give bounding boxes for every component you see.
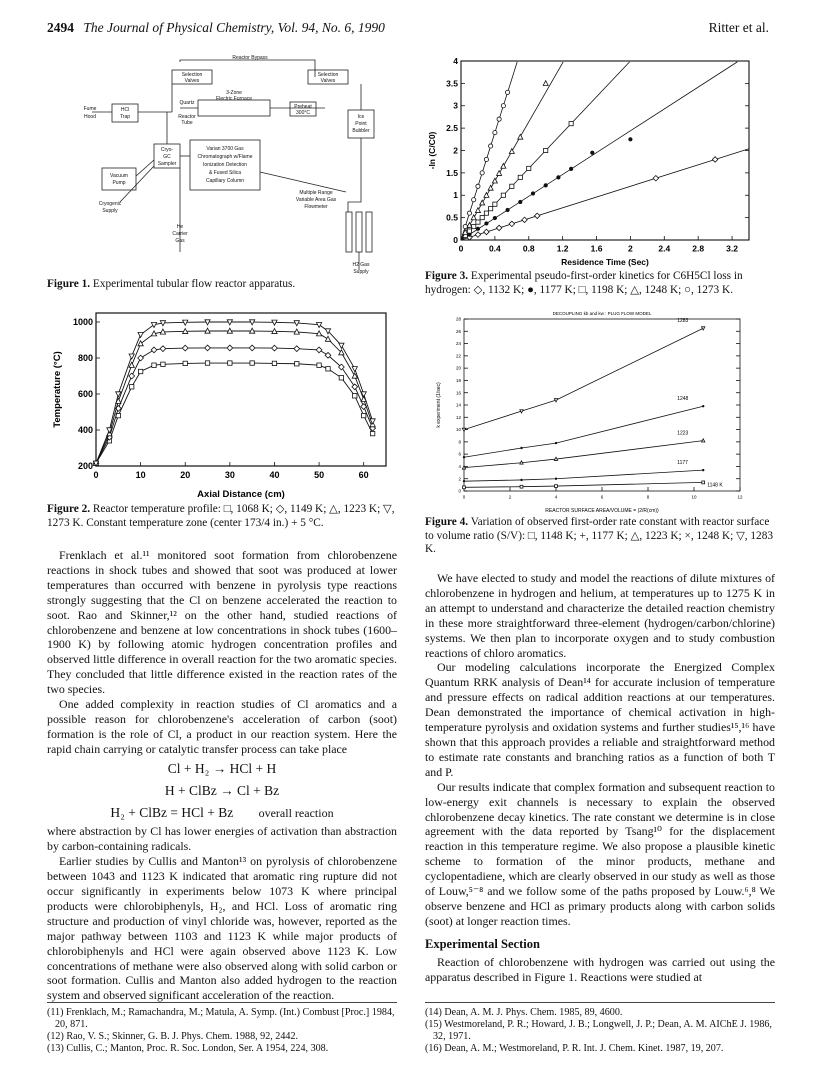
fig2-ytick-label: 600 xyxy=(77,389,93,400)
fig3-ytick-label: 0 xyxy=(453,234,458,245)
label-quartz-3: Tube xyxy=(181,120,193,126)
fig2-xtick-label: 20 xyxy=(180,470,191,480)
fig2-xtick-label: 10 xyxy=(135,470,146,480)
fig3-point-1132-k xyxy=(475,232,480,237)
fig4-point-1148-k xyxy=(555,485,558,488)
label-quartz-1: Quartz xyxy=(179,100,195,106)
fig3-point-1248-k xyxy=(471,215,476,220)
fig3-point-1177-k xyxy=(518,200,522,204)
fig3-point-1132-k xyxy=(535,213,540,218)
fig2-point-1273-k xyxy=(138,332,143,337)
label-furnace-2: Electric Furnace xyxy=(215,96,253,102)
fig2-ylabel: Temperature (°C) xyxy=(52,351,63,428)
fig2-ytick-label: 800 xyxy=(77,353,93,364)
fig4-ytick-label: 0 xyxy=(458,488,461,494)
fig3-xtick-label: 2.4 xyxy=(658,243,671,254)
fig4-ytick-label: 22 xyxy=(455,353,461,359)
label-fume-2: Hood xyxy=(84,114,96,120)
left-paragraph-4: Earlier studies by Cullis and Manton¹³ on pyrolysis of chlorobenzene between 1043 and 1123 K indicated that aromatic ring rupture did not occur significantly in experiments below 1073 K where principal products were chlorobiphenyls, H₂, and HCl. Loss of aromatic ring structure and production of vinyl chloride was, however, reported as the major pathway between 1103 and 1123 K while major products of chlorobiphenyls and HCl were again observed above 1123 K. Low concentrations of methane were also observed along with solid carbon or soot formation. Cullis and Manton also added hydrogen to the reaction system and observed significant acceleration of the reaction. xyxy=(47,854,397,1003)
fig4-point-1283 xyxy=(554,399,557,402)
fig2-point-1068-k xyxy=(205,361,209,365)
fig2-point-1273-k xyxy=(339,343,344,348)
left-paragraph-2: One added complexity in reaction studies of Cl aromatics and a possible reason for chlorobenzene's acceleration of carbon (soot) formation is the role of Cl, a product in our reaction system. Here the rapid chain carrying or catalytic transfer process can take place xyxy=(47,697,397,756)
label-varian-3: Ionization Detection xyxy=(203,162,247,168)
fig2-series-line-1149-k xyxy=(96,348,373,463)
label-furnace-1: 3-Zone xyxy=(226,90,242,96)
fig3-ytick-label: 2 xyxy=(453,145,458,156)
equation-1: Cl + H₂ → HCl + H xyxy=(167,760,277,776)
fig2-xtick-label: 50 xyxy=(314,470,325,480)
fig3-point-1248-k xyxy=(488,185,493,190)
fig3-point-1198-k xyxy=(484,211,488,215)
fig2-point-1149-k xyxy=(294,346,300,352)
fig2-point-1223-k xyxy=(129,362,134,367)
fig3-point-1248-k xyxy=(475,208,480,213)
fig2-point-1149-k xyxy=(182,345,188,351)
label-selection-valves-r2: Valves xyxy=(320,78,336,84)
fig4-xlabel: REACTOR SURFACE AREA/VOLUME = (2/R(cm)) xyxy=(545,508,659,514)
fig4-ytick-label: 28 xyxy=(455,316,461,322)
fig3-point-1132-k xyxy=(509,221,514,226)
fig2-ytick-label: 200 xyxy=(77,461,93,472)
figure4-caption-text: Variation of observed first-order rate constant with reactor surface to volume ratio (S/V): □, 1148 K; +, 1177 K; △, 1223 K; ×, 1248 K; ▽, 1283 K. xyxy=(425,516,774,556)
fig2-point-1273-k xyxy=(151,323,156,328)
figure1-caption-label: Figure 1. xyxy=(47,278,91,290)
fig4-ytick-label: 18 xyxy=(455,378,461,384)
footnote-16: (16) Dean, A. M.; Westmoreland, P. R. Int. J. Chem. Kinet. 1987, 19, 207. xyxy=(425,1043,724,1055)
label-varian-4: & Fused Silica xyxy=(209,170,241,176)
fig4-ytick-label: 20 xyxy=(455,365,461,371)
label-flow-1: Multiple Range xyxy=(299,190,333,196)
fig3-point-1177-k xyxy=(476,227,480,231)
footnote-11: (11) Frenklach, M.; Ramachandra, M.; Matula, A. Symp. (Int.) Combust [Proc.] 1984, 20, 871. xyxy=(47,1007,395,1031)
fig4-point-1283 xyxy=(702,327,705,330)
label-h2-2: Supply xyxy=(353,269,369,275)
fig4-title: DECOUPLING kb and kw : PLUG FLOW MODEL xyxy=(552,311,652,316)
fig3-point-1177-k xyxy=(493,216,497,220)
figure1-apparatus-diagram xyxy=(80,52,385,277)
fig3-point-1198-k xyxy=(489,207,493,211)
fig3-point-1198-k xyxy=(472,224,476,228)
fig3-point-1198-k xyxy=(544,148,548,152)
label-cryo-3: Sampler xyxy=(157,161,177,167)
footnote-12: (12) Rao, V. S.; Skinner, G. B. J. Phys. Chem. 1988, 92, 2442. xyxy=(47,1031,299,1043)
running-header-left xyxy=(47,20,385,36)
footnote-14: (14) Dean, A. M. J. Phys. Chem. 1985, 89, 4600. xyxy=(425,1007,623,1018)
fig4-ytick-label: 12 xyxy=(455,414,461,420)
figure2-caption-label: Figure 2. xyxy=(47,503,91,515)
fig3-point-1273-k xyxy=(472,198,476,202)
fig3-point-1198-k xyxy=(527,166,531,170)
fig3-point-1177-k xyxy=(505,208,509,212)
fig3-xtick-label: 0 xyxy=(458,243,464,254)
fig2-point-1068-k xyxy=(361,413,365,417)
label-he-3: Gas xyxy=(175,238,185,244)
figure4-chart xyxy=(430,307,750,515)
fig2-point-1068-k xyxy=(339,376,343,380)
fig2-point-1068-k xyxy=(370,431,374,435)
fig4-xtick-label: 2 xyxy=(508,494,512,500)
fig3-point-1248-k xyxy=(501,163,506,168)
label-he-1: He xyxy=(176,224,184,230)
fig2-point-1149-k xyxy=(138,355,144,361)
fig4-series-line-1223 xyxy=(464,441,703,468)
fig3-xtick-label: 2.8 xyxy=(692,243,705,254)
fig2-point-1068-k xyxy=(250,361,254,365)
fig3-point-1198-k xyxy=(501,193,505,197)
left-paragraph-3: where abstraction by Cl has lower energies of activation than abstraction by carbon-containing radicals. xyxy=(47,824,397,854)
fig2-xlabel: Axial Distance (cm) xyxy=(197,489,285,500)
fig3-point-1198-k xyxy=(480,216,484,220)
fig2-point-1149-k xyxy=(129,373,135,379)
fig4-series-label-1283: 1283 xyxy=(677,318,689,325)
fig2-point-1273-k xyxy=(129,354,134,359)
fig3-ytick-label: 3.5 xyxy=(446,78,458,89)
fig4-series-line-1283 xyxy=(464,328,703,429)
footnote-rule-right xyxy=(425,1002,775,1003)
figure3-chart xyxy=(425,55,755,268)
fig4-xtick-label: 8 xyxy=(646,494,650,500)
figure3-caption-label: Figure 3. xyxy=(425,270,469,282)
fig2-point-1149-k xyxy=(316,347,322,353)
label-selection-valves-l2: Valves xyxy=(184,78,200,84)
label-ice-1: Ice xyxy=(357,114,365,120)
fig2-xtick-label: 40 xyxy=(269,470,280,480)
fig3-point-1132-k xyxy=(496,225,501,230)
fig3-ytick-label: 2.5 xyxy=(446,123,458,134)
fig2-xtick-label: 60 xyxy=(358,470,369,480)
fig4-series-line-1248 xyxy=(464,406,703,457)
fig4-ytick-label: 4 xyxy=(458,464,461,470)
fig3-ytick-label: 0.5 xyxy=(446,212,458,223)
fig4-ytick-label: 6 xyxy=(458,451,461,457)
label-reactor-bypass: Reactor Bypass xyxy=(232,55,268,61)
label-cryo-1: Cryo- xyxy=(160,147,174,153)
fig2-xtick-label: 0 xyxy=(93,470,99,480)
footnotes-right xyxy=(425,1007,775,1055)
fig3-xtick-label: 1.2 xyxy=(556,243,569,254)
fig2-ytick-label: 400 xyxy=(77,425,93,436)
fig4-xtick-label: 6 xyxy=(600,494,604,500)
fig4-ytick-label: 26 xyxy=(455,328,461,334)
fig3-point-1177-k xyxy=(484,221,488,225)
label-fume-1: Fume xyxy=(83,106,97,112)
fig3-point-1177-k xyxy=(531,191,535,195)
fig2-point-1068-k xyxy=(295,362,299,366)
fig3-point-1273-k xyxy=(463,224,467,228)
fig3-point-1198-k xyxy=(493,202,497,206)
fig4-series-label-1148-k: 1148 K xyxy=(707,482,723,489)
fig3-point-1132-k xyxy=(653,176,658,181)
fig3-point-1177-k xyxy=(544,183,548,187)
figure3-caption xyxy=(425,270,775,297)
fig3-point-1248-k xyxy=(480,200,485,205)
fig3-point-1177-k xyxy=(590,151,594,155)
fig4-point-1148-k xyxy=(463,486,466,489)
figure3-caption-text: Experimental pseudo-first-order kinetics for C6H5Cl loss in hydrogen: ◇, 1132 K; ●, 1177 K; □, 1198 K; △, 1248 K; ○, 1273 K. xyxy=(425,270,743,296)
fig4-ytick-label: 24 xyxy=(455,341,461,347)
label-preheat-2: 300°C xyxy=(296,110,310,116)
left-paragraph-1: Frenklach et al.¹¹ monitored soot formation from chlorobenzene reactions in shock tubes and showed that soot was produced at lower temperatures than occurred with benzene in pyrolysis type reactions strongly suggesting that the Cl on benzene accelerated the reaction to soot. Rao and Skinner,¹² on the other hand, studied reactions of chlorobenzene and benzene at low concentrations in shock tubes (1600–1900 K) by following atomic hydrogen concentration profiles and observed little difference in overall reaction for the two aromatic species. They concluded that little difference existed in the reaction rates of the two species. xyxy=(47,548,397,697)
fig3-xtick-label: 0.4 xyxy=(488,243,501,254)
fig3-ylabel: -ln (C/C0) xyxy=(427,131,437,170)
label-vacuum-1: Vacuum xyxy=(110,173,128,179)
fig3-point-1273-k xyxy=(505,90,509,94)
label-ice-3: Bubbler xyxy=(352,128,370,134)
fig4-point-1148-k xyxy=(520,485,523,488)
fig4-point-1223 xyxy=(702,439,705,442)
fig4-point-1177 xyxy=(463,480,465,482)
fig4-point-1283 xyxy=(520,410,523,413)
fig2-point-1223-k xyxy=(138,341,143,346)
journal-citation: The Journal of Physical Chemistry, Vol. 94, No. 6, 1990 xyxy=(83,20,385,35)
fig4-xtick-label: 12 xyxy=(737,494,743,500)
fig3-point-1273-k xyxy=(480,171,484,175)
fig2-point-1273-k xyxy=(352,367,357,372)
fig4-xtick-label: 0 xyxy=(462,494,466,500)
footnote-rule-left xyxy=(47,1002,397,1003)
label-h2-1: H2 Gas xyxy=(352,262,370,268)
figure2-chart xyxy=(48,305,398,500)
fig4-xtick-label: 10 xyxy=(691,494,697,500)
right-paragraph-1: We have elected to study and model the reactions of dilute mixtures of chlorobenzene in hydrogen and helium, at temperatures up to 1275 K in an attempt to understand and characterize the detailed reaction chemistry in these more straightforward three-element (hydrogen/carbon/chlorine) systems. We then plan to incorporate oxygen and to study combustion reactions of chloro aromatics. xyxy=(425,571,775,660)
fig2-series-line-1273-k xyxy=(96,322,373,463)
fig3-point-1248-k xyxy=(497,171,502,176)
fig4-series-label-1248: 1248 xyxy=(677,396,689,403)
fig4-point-1248 xyxy=(520,447,522,449)
fig3-point-1177-k xyxy=(556,175,560,179)
fig3-point-1248-k xyxy=(492,178,497,183)
fig4-point-1248 xyxy=(702,405,704,407)
label-hcl-1: HCl xyxy=(120,107,130,113)
right-paragraph-4: Reaction of chlorobenzene with hydrogen was carried out using the apparatus described in Figure 1. Reactions were studied at xyxy=(425,954,775,984)
fig2-point-1068-k xyxy=(138,369,142,373)
equation-3-formula: H₂ + ClBz = HCl + Bz xyxy=(110,804,234,820)
fig3-point-1177-k xyxy=(628,137,632,141)
figure2-caption-text: Reactor temperature profile: □, 1068 K; ◇, 1149 K; △, 1223 K; ▽, 1273 K. Constant temperature zone (center 173/4 in.) + 5 °C. xyxy=(47,503,395,529)
fig4-ytick-label: 8 xyxy=(458,439,461,445)
fig3-xtick-label: 3.2 xyxy=(726,243,738,254)
fig3-point-1273-k xyxy=(501,104,505,108)
fig4-point-1177 xyxy=(555,478,557,480)
equation-3 xyxy=(47,806,397,821)
fig2-point-1068-k xyxy=(228,361,232,365)
fig4-ytick-label: 10 xyxy=(455,427,461,433)
figure1-caption xyxy=(47,278,397,292)
fig3-point-1248-k xyxy=(543,81,548,86)
fig2-point-1068-k xyxy=(161,362,165,366)
fig4-point-1223 xyxy=(554,457,557,460)
label-selection-valves-l1: Selection xyxy=(181,72,203,78)
fig2-point-1068-k xyxy=(272,361,276,365)
page-number: 2494 xyxy=(47,20,74,35)
fig4-ytick-label: 14 xyxy=(455,402,461,408)
fig3-point-1132-k xyxy=(484,229,489,234)
fig3-ytick-label: 4 xyxy=(453,55,458,66)
fig3-point-1248-k xyxy=(509,149,514,154)
fig3-point-1198-k xyxy=(518,175,522,179)
fig4-point-1283 xyxy=(462,428,465,431)
fig2-point-1149-k xyxy=(205,345,211,351)
right-column-text xyxy=(425,571,775,984)
fig3-point-1132-k xyxy=(712,157,717,162)
fig4-xtick-label: 4 xyxy=(554,494,558,500)
fig3-ytick-label: 1 xyxy=(453,190,458,201)
label-ice-2: Point xyxy=(355,121,367,127)
fig2-point-1149-k xyxy=(151,347,157,353)
fig3-point-1273-k xyxy=(467,211,471,215)
fig3-point-1248-k xyxy=(518,134,523,139)
label-he-2: Carrier xyxy=(172,231,188,237)
fig3-xtick-label: 1.6 xyxy=(590,243,603,254)
fig2-point-1273-k xyxy=(316,323,321,328)
fig3-fit-line-1177-k xyxy=(461,62,737,240)
figure2-caption xyxy=(47,503,397,530)
fig2-series-line-1068-k xyxy=(96,363,373,463)
fig2-point-1149-k xyxy=(272,345,278,351)
fig3-ytick-label: 1.5 xyxy=(446,167,458,178)
figure4-caption xyxy=(425,516,775,557)
fig3-point-1198-k xyxy=(569,122,573,126)
fig2-point-1149-k xyxy=(227,345,233,351)
label-varian-1: Varian 3700 Gas xyxy=(206,146,244,152)
fig2-point-1068-k xyxy=(183,361,187,365)
fig3-point-1198-k xyxy=(510,184,514,188)
fig4-point-1177 xyxy=(702,469,704,471)
fig2-point-1223-k xyxy=(325,336,330,341)
figure1-caption-text: Experimental tubular flow reactor apparatus. xyxy=(92,278,296,290)
fig3-point-1198-k xyxy=(476,220,480,224)
label-cryo-2: GC xyxy=(163,154,171,160)
fig4-ytick-label: 16 xyxy=(455,390,461,396)
fig4-point-1248 xyxy=(555,442,557,444)
fig2-point-1149-k xyxy=(352,384,358,390)
left-column-text xyxy=(47,548,397,1003)
fig2-point-1068-k xyxy=(326,367,330,371)
label-quartz-2: Reactor xyxy=(178,114,196,120)
fig3-point-1132-k xyxy=(522,217,527,222)
label-selection-valves-r1: Selection xyxy=(317,72,339,78)
label-flow-2: Variable Area Gas xyxy=(295,197,337,203)
fig4-series-label-1223: 1223 xyxy=(677,430,689,437)
fig2-point-1068-k xyxy=(152,363,156,367)
fig3-point-1177-k xyxy=(569,167,573,171)
fig2-ytick-label: 1000 xyxy=(72,317,93,328)
fig4-point-1223 xyxy=(520,461,523,464)
right-paragraph-2: Our modeling calculations incorporate the Energized Complex Quantum RRK analysis of Dean¹⁴ for accurate inclusion of temperature and pressure effects on radical addition reactions at our temperatures. Dean demonstrated the importance of chemical activation in high-temperature pyrolysis and oxidation systems and further studies¹⁵,¹⁶ have shown that this approach provides a reliable and straightforward method to estimate rate constants and branching ratios as a function of both T and P. xyxy=(425,660,775,779)
label-cryogenic-1: Cryogenic xyxy=(98,201,122,207)
section-heading-experimental: Experimental Section xyxy=(425,936,540,951)
fig3-ytick-label: 3 xyxy=(453,100,458,111)
fig3-xlabel: Residence Time (Sec) xyxy=(561,257,649,267)
fig2-point-1149-k xyxy=(160,346,166,352)
fig2-point-1149-k xyxy=(249,345,255,351)
right-paragraph-3: Our results indicate that complex formation and subsequent reaction to low-energy exit channels is necessary to explain the observed chlorobenzene decay kinetics. The rate constant we determine is in close agreement with the data reported by Tsang¹⁰ for the displacement reaction in this temperature regime. We also propose a plausible kinetic scheme to formation of the minor products, methane and cyclopentadiene, which are clearly observed in our study as well as those of Louw,⁵⁻⁸ and we follow some of the paths proposed by Louw.⁶,⁸ We observe benzene and HCl as primary products along with carbon solids (soot) at longer reaction times. xyxy=(425,779,775,928)
label-varian-5: Capillary Column xyxy=(205,178,245,184)
label-cryogenic-2: Supply xyxy=(102,208,118,214)
equation-3-note: overall reaction xyxy=(258,805,334,820)
fig2-point-1068-k xyxy=(129,385,133,389)
label-flow-3: Flowmeter xyxy=(304,204,328,210)
fig3-point-1273-k xyxy=(484,157,488,161)
fig4-series-line-1177 xyxy=(464,470,703,481)
fig2-series-line-1223-k xyxy=(96,331,373,463)
fig3-point-1273-k xyxy=(493,131,497,135)
fig4-ylabel: k experiment (1/sec) xyxy=(436,382,442,428)
label-varian-2: Chromatograph w/Flame xyxy=(197,154,253,160)
label-preheat-1: Preheat xyxy=(294,104,312,110)
fig4-plot-frame xyxy=(464,319,740,491)
label-hcl-2: Trap xyxy=(119,114,131,120)
footnote-15: (15) Westmoreland, P. R.; Howard, J. B.; Longwell, J. P.; Dean, A. M. AIChE J. 1986, 32, 1971. xyxy=(425,1019,772,1043)
fig2-point-1068-k xyxy=(317,363,321,367)
fig3-xtick-label: 2 xyxy=(628,243,633,254)
footnote-13: (13) Cullis, C.; Manton, Proc. R. Soc. London, Ser. A 1954, 224, 308. xyxy=(47,1043,329,1055)
equation-2: H + ClBz → Cl + Bz xyxy=(164,782,280,798)
fig3-point-1273-k xyxy=(497,117,501,121)
fig2-point-1068-k xyxy=(353,394,357,398)
fig4-ytick-label: 2 xyxy=(458,476,461,482)
label-vacuum-2: Pump xyxy=(112,180,126,186)
fig4-point-1248 xyxy=(463,456,465,458)
footnotes-left xyxy=(47,1007,397,1055)
fig4-series-line-1148-k xyxy=(464,482,703,487)
fig4-point-1177 xyxy=(520,479,522,481)
fig3-point-1273-k xyxy=(476,184,480,188)
figure4-caption-label: Figure 4. xyxy=(425,516,469,528)
running-header-authors: Ritter et al. xyxy=(708,20,769,35)
fig3-xtick-label: 0.8 xyxy=(522,243,535,254)
fig3-point-1198-k xyxy=(467,229,471,233)
fig4-point-1148-k xyxy=(702,481,705,484)
fig2-xtick-label: 30 xyxy=(224,470,235,480)
fig4-series-label-1177: 1177 xyxy=(677,460,688,467)
fig3-point-1273-k xyxy=(489,144,493,148)
